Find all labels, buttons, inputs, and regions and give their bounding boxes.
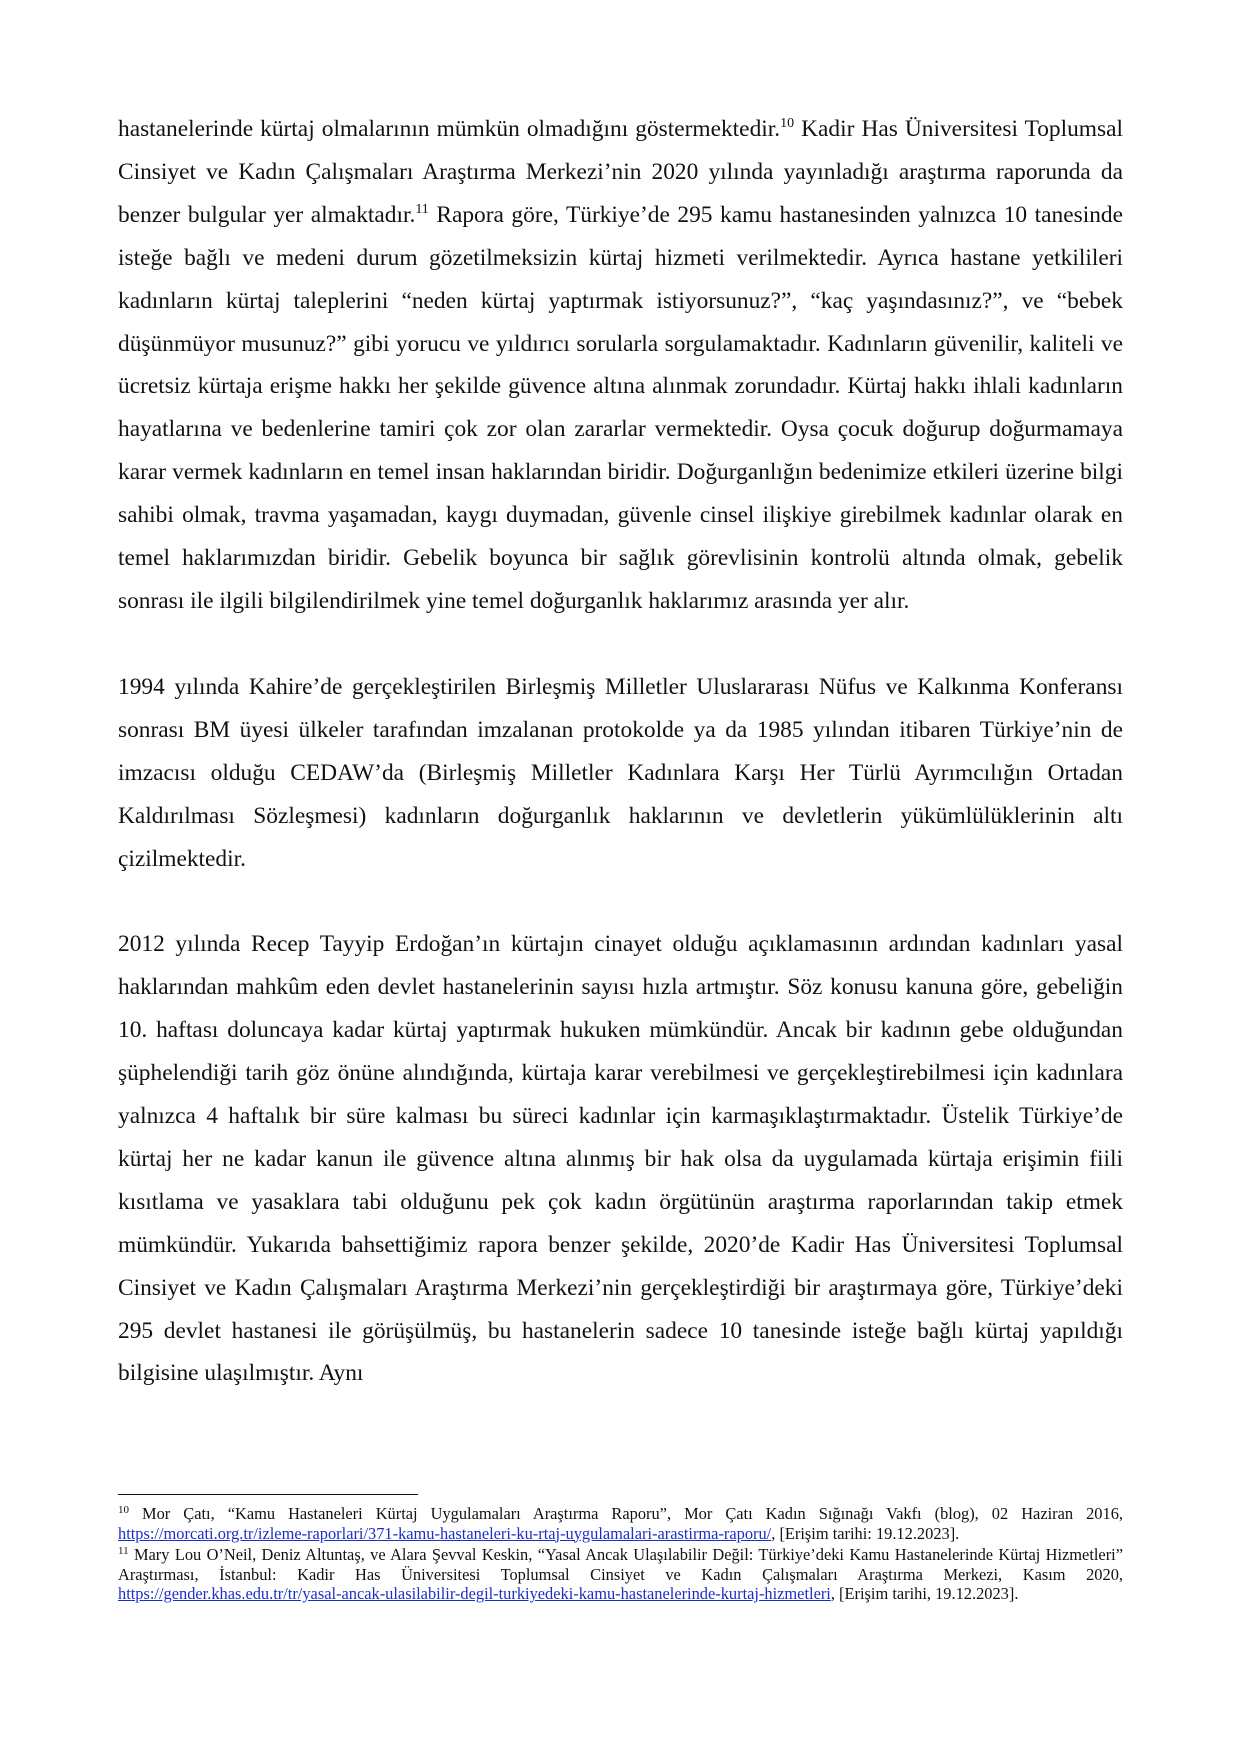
footnote-10 [118,1504,1123,1543]
paragraph-1-text-c: Rapora göre, Türkiye’de 295 kamu hastanesinden yalnızca 10 tanesinde isteğe bağlı ve medeni durum gözetilmeksizin kürtaj hizmeti verilmektedir. Ayrıca hastane yetkilileri kadınların kürtaj taleplerini “neden kürtaj yaptırmak istiyorsunuz?”, “kaç yaşındasınız?”, ve “bebek düşünmüyor musunuz?” gibi yorucu ve yıldırıcı sorularla sorgulamaktadır. Kadınların güvenilir, kaliteli ve ücretsiz kürtaja erişme hakkı her şekilde güvence altına alınmak zorundadır. Kürtaj hakkı ihlali kadınların hayatlarına ve bedenlerine tamiri çok zor olan zararlar vermektedir. Oysa çocuk doğurup doğurmamaya karar vermek kadınların en temel insan haklarından biridir. Doğurganlığın bedenimize etkileri üzerine bilgi sahibi olmak, travma yaşamadan, kaygı duymadan, güvenle cinsel ilişkiye girebilmek kadınlar olarak en temel haklarımızdan biridir. Gebelik boyunca bir sağlık görevlisinin kontrolü altında olmak, gebelik sonrası ile ilgili bilgilendirilmek yine temel doğurganlık haklarımız arasında yer alır. [118,201,1123,614]
document-body [118,108,1123,1395]
paragraph-1 [118,108,1123,623]
paragraph-1-text-a: hastanelerinde kürtaj olmalarının mümkün olmadığını göstermektedir. [118,116,781,142]
footnote-text: Mary Lou O’Neil, Deniz Altuntaş, ve Alara Şevval Keskin, “Yasal Ancak Ulaşılabilir Değil: Türkiye’deki Kamu Hastanelerinde Kürtaj Hizmetleri” Araştırması, İstanbul: Kadir Has Üniversitesi Toplumsal Cinsiyet ve Kadın Çalışmaları Araştırma Merkezi, Kasım 2020, [118,1545,1123,1584]
footnote-separator [118,1494,418,1495]
footnote-number: 10 [118,1504,129,1516]
paragraph-3: 2012 yılında Recep Tayyip Erdoğan’ın kürtajın cinayet olduğu açıklamasının ardından kadınları yasal haklarından mahkûm eden devlet hastanelerinin sayısı hızla artmıştır. Söz konusu kanuna göre, gebeliğin 10. haftası doluncaya kadar kürtaj yaptırmak hukuken mümkündür. Ancak bir kadının gebe olduğundan şüphelendiği tarih göz önüne alındığında, kürtaja karar verebilmesi ve gerçekleştirebilmesi için kadınlara yalnızca 4 haftalık bir süre kalması bu süreci kadınlar için karmaşıklaştırmaktadır. Üstelik Türkiye’de kürtaj her ne kadar kanun ile güvence altına alınmış bir hak olsa da uygulamada kürtaja erişimin fiili kısıtlama ve yasaklara tabi olduğunu pek çok kadın örgütünün araştırma raporlarından takip etmek mümkündür. Yukarıda bahsettiğimiz rapora benzer şekilde, 2020’de Kadir Has Üniversitesi Toplumsal Cinsiyet ve Kadın Çalışmaları Araştırma Merkezi’nin gerçekleştirdiği bir araştırmaya göre, Türkiye’deki 295 devlet hastanesi ile görüşülmüş, bu hastanelerin sadece 10 tanesinde isteğe bağlı kürtaj yapıldığı bilgisine ulaşılmıştır. Aynı [118,931,1123,1387]
footnote-link[interactable]: https://gender.khas.edu.tr/tr/yasal-ancak-ulasilabilir-degil-turkiyedeki-kamu-hastanelerinde-kurtaj-hizmetleri [118,1584,831,1604]
footnote-11 [118,1545,1123,1604]
paragraph-1-text-b: Kadir Has Üniversitesi Toplumsal Cinsiyet ve Kadın Çalışmaları Araştırma Merkezi’nin 2020 yılında yayınladığı araştırma raporunda da benzer bulgular yer almaktadır. [118,116,1123,228]
footnote-access-date: , [Erişim tarihi: 19.12.2023]. [771,1523,960,1543]
footnote-ref-11[interactable]: 11 [415,201,429,217]
footnote-ref-10[interactable]: 10 [780,116,795,131]
footnote-link[interactable]: https://morcati.org.tr/izleme-raporlari/371-kamu-hastaneleri-ku-rtaj-uygulamalari-arastirma-raporu/ [118,1523,772,1543]
footnote-number: 11 [118,1545,129,1558]
footnote-text: Mor Çatı, “Kamu Hastaneleri Kürtaj Uygulamaları Araştırma Raporu”, Mor Çatı Kadın Sığınağı Vakfı (blog), 02 Haziran 2016, [129,1504,1123,1523]
footnote-access-date: , [Erişim tarihi, 19.12.2023]. [830,1584,1019,1604]
paragraph-2: 1994 yılında Kahire’de gerçekleştirilen Birleşmiş Milletler Uluslararası Nüfus ve Kalkınma Konferansı sonrası BM üyesi ülkeler tarafından imzalanan protokolde ya da 1985 yılından itibaren Türkiye’nin de imzacısı olduğu CEDAW’da (Birleşmiş Milletler Kadınlara Karşı Her Türlü Ayrımcılığın Ortadan Kaldırılması Sözleşmesi) kadınların doğurganlık haklarının ve devletlerin yükümlülüklerinin altı çizilmektedir. [118,673,1123,872]
footnotes [118,1504,1123,1606]
